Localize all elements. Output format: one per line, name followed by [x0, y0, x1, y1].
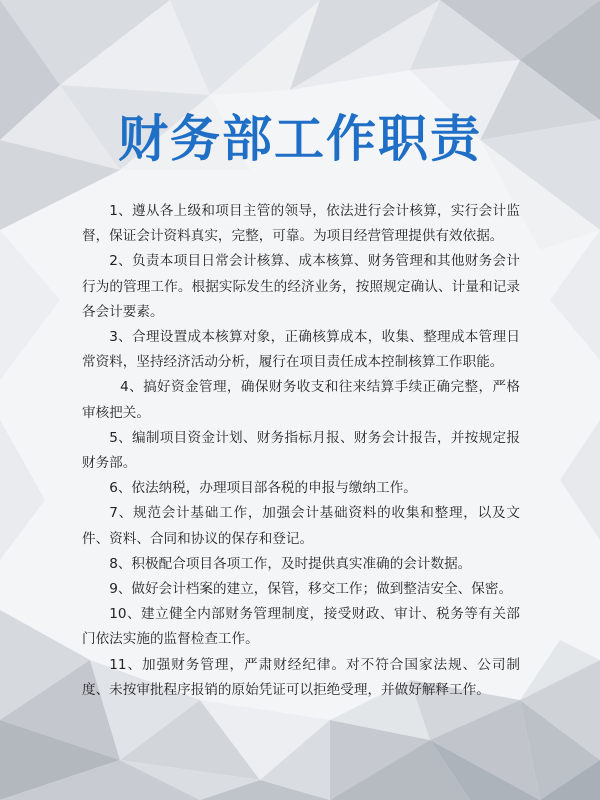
duty-item-8: 8、积极配合项目各项工作，及时提供真实准确的会计数据。: [109, 555, 472, 572]
duties-list: [82, 199, 520, 703]
duty-item-2: 2、负责本项目日常会计核算、成本核算、财务管理和其他财务会计行为的管理工作。根据实际发生的经济业务，按照规定确认、计量和记录各会计要素。: [82, 253, 520, 320]
duty-item-7: 7、规范会计基础工作，加强会计基础资料的收集和整理，以及文件、资料、合同和协议的保存和登记。: [82, 505, 520, 547]
duty-item-5: 5、编制项目资金计划、财务指标月报、财务会计报告，并按规定报财务部。: [82, 429, 520, 472]
duty-item-1: 1、遵从各上级和项目主管的领导，依法进行会计核算，实行会计监督，保证会计资料真实，完整，可靠。为项目经营管理提供有效依据。: [82, 203, 520, 245]
duty-item-11: 11、加强财务管理，严肃财经纪律。对不符合国家法规、公司制度、未按审批程序报销的原始凭证可以拒绝受理，并做好解释工作。: [82, 656, 520, 698]
duty-item-6: 6、依法纳税，办理项目部各税的申报与缴纳工作。: [109, 480, 417, 497]
duty-item-9: 9、做好会计档案的建立，保管，移交工作；做到整洁安全、保密。: [109, 581, 513, 598]
duty-item-10: 10、建立健全内部财务管理制度，接受财政、审计、税务等有关部门依法实施的监督检查工作。: [82, 606, 520, 648]
duty-item-4: 4、搞好资金管理，确保财务收支和往来结算手续正确完整，严格审核把关。: [82, 379, 520, 421]
duty-item-3: 3、合理设置成本核算对象，正确核算成本，收集、整理成本管理日常资料，坚持经济活动分析，履行在项目责任成本控制核算工作职能。: [82, 329, 520, 371]
page-title: 财务部工作职责: [118, 110, 482, 168]
